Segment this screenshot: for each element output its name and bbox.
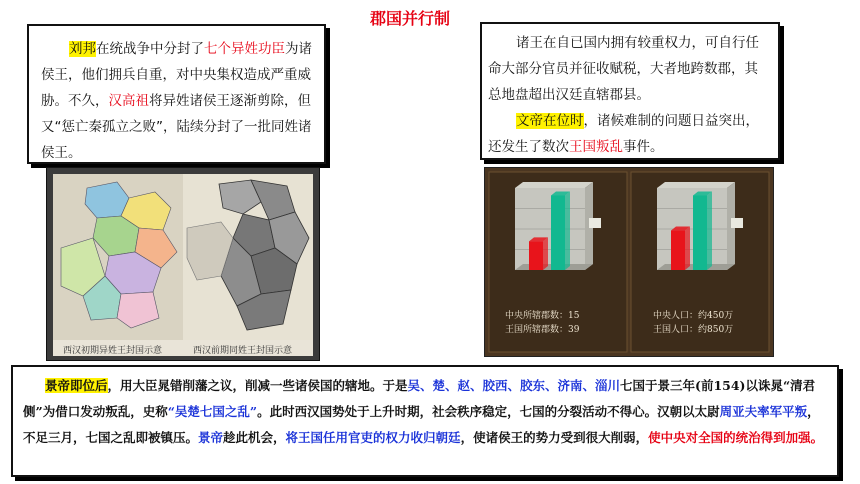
highlight-liubang: 刘邦 — [69, 41, 96, 57]
blue-rebellion-name: “吴楚七国之乱” — [167, 404, 258, 419]
princes-power-text: 诸王在自已国内拥有较重权力，可自行任命大部分官员并征收赋税，大者地跨数郡，其总地盘超出汉廷直辖郡县。 — [488, 35, 759, 103]
central-commanderies-stat: 中央所辖郡数：15 — [505, 311, 580, 321]
text-box-liubang — [27, 24, 326, 164]
text-box-jingdi — [11, 365, 839, 477]
right-legend — [731, 218, 743, 228]
comparison-chart-image — [484, 167, 774, 357]
blue-policy: 将王国任用官吏的权力收归朝廷 — [285, 430, 461, 445]
bar-kingdom-commanderies — [551, 191, 570, 270]
blue-seven-states: 吴、楚、赵、胶西、胶东、济南、淄川 — [407, 378, 621, 393]
map-illustration — [47, 168, 319, 360]
highlight-jingdi: 景帝即位后 — [45, 378, 108, 393]
red-rebellion: 王国叛乱 — [569, 139, 623, 155]
highlight-wendi: 文帝在位时 — [516, 113, 584, 129]
kingdom-commanderies-stat: 王国所辖郡数：39 — [505, 325, 580, 335]
red-result: 使中央对全国的统治得到加强。 — [648, 430, 824, 445]
right-map-caption: 西汉前期同姓王封国示意 — [193, 346, 293, 356]
red-seven-vassals: 七个异姓功臣 — [204, 41, 285, 57]
jingdi-paragraph: 景帝即位后，用大臣晁错削藩之议，削减一些诸侯国的辖地。于是吴、楚、赵、胶西、胶东、济南、淄川七国于景三年(前154)以诛晁“清君侧”为借口发动叛乱，史称“吴楚七国之乱”。此时西汉国势处于上升时期，社会秩序稳定，七国的分裂活动不得心。汉朝以太尉周亚夫率军平叛，不足三月，七国之乱即被镇压。景帝趁此机会，将王国任用官吏的权力收归朝廷，使诸侯王的势力受到很大削弱，使中央对全国的统治得到加强。 — [23, 378, 824, 445]
han-vassal-map-image — [46, 167, 320, 361]
left-legend — [589, 218, 601, 228]
central-population-stat: 中央人口：约450万 — [653, 311, 734, 321]
left-map-caption: 西汉初期异姓王封国示意 — [63, 346, 163, 356]
blue-zhou-yafu: 周亚夫率军平叛 — [719, 404, 808, 419]
princes-paragraph: 诸王在自已国内拥有较重权力，可自行任命大部分官员并征收赋税，大者地跨数郡，其总地盘超出汉廷直辖郡县。 文帝在位时，诸候难制的问题日益突出，还发生了数次王国叛乱事件。 — [482, 24, 778, 160]
page-title: 郡国并行制 — [369, 9, 450, 28]
red-gaozu: 汉高祖 — [108, 93, 149, 109]
bar-central-population — [671, 227, 690, 270]
kingdom-population-stat: 王国人口：约850万 — [653, 325, 734, 335]
text-box-princes — [480, 22, 780, 160]
bar-central-commanderies — [529, 237, 548, 270]
blue-jingdi: 景帝 — [198, 430, 224, 445]
liubang-paragraph: 刘邦在统战争中分封了七个异姓功臣为诸侯王，他们拥兵自重，对中央集权造成严重威胁。不久，汉高祖将异姓诸侯王逐渐剪除，但又“惩亡秦孤立之败”，陆续分封了一批同姓诸侯王。 — [41, 41, 312, 161]
bar-kingdom-population — [693, 191, 712, 270]
